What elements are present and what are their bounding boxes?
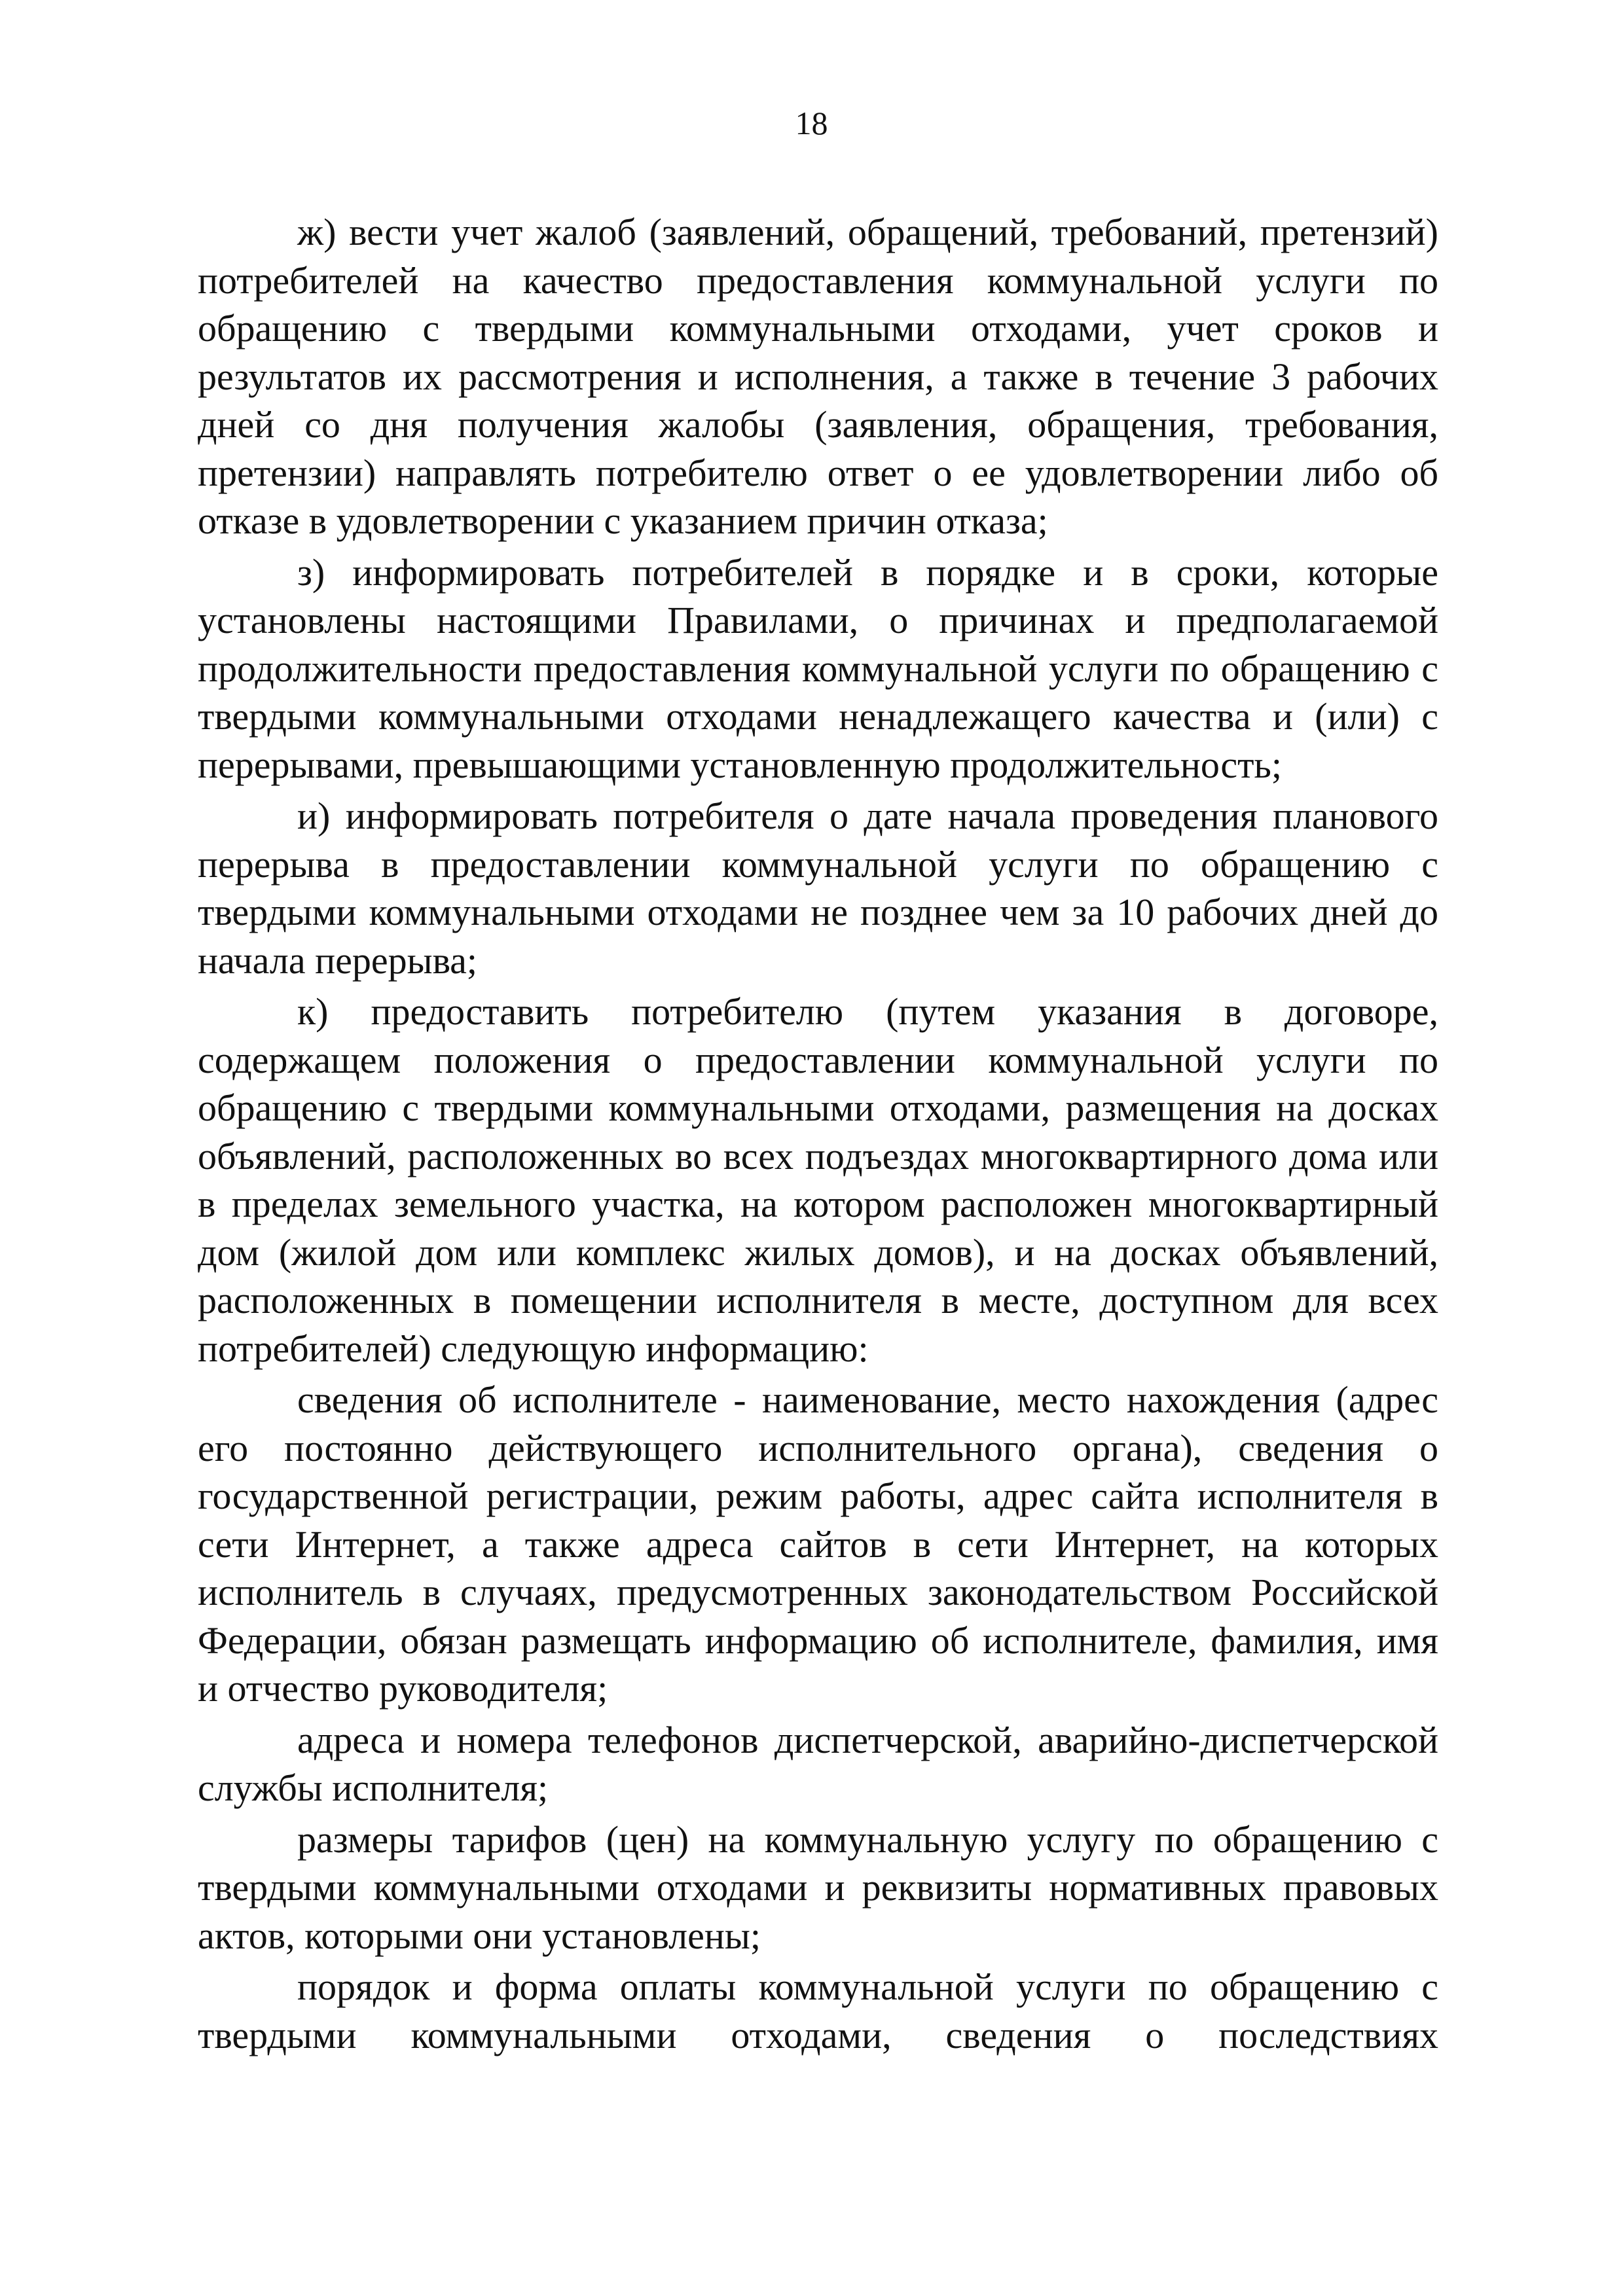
paragraph-z: з) информировать потребителей в порядке и в сроки, которые установлены настоящими Правилами, о причинах и предполагаемой продолжительности предоставления коммунальной услуги по обращению с твердыми коммунальными отходами ненадлежащего качества и (или) с перерывами, превышающими установленную продолжительность; [198,550,1438,786]
paragraph-tariffs: размеры тарифов (цен) на коммунальную услугу по обращению с твердыми коммунальными отходами и реквизиты нормативных правовых актов, которыми они установлены; [198,1818,1438,1957]
page-number: 18 [795,105,828,141]
paragraph-zh: ж) вести учет жалоб (заявлений, обращений, требований, претензий) потребителей на качество предоставления коммунальной услуги по обращению с твердыми коммунальными отходами, учет сроков и результатов их рассмотрения и исполнения, а также в течение 3 рабочих дней со дня получения жалобы (заявления, обращения, требования, претензии) направлять потребителю ответ о ее удовлетворении либо об отказе в удовлетворении с указанием причин отказа; [198,211,1438,542]
paragraph-dispatch-phones: адреса и номера телефонов диспетчерской, аварийно-диспетчерской службы исполнителя; [198,1718,1438,1809]
document-body [198,208,1438,2062]
paragraph-executor-info: сведения об исполнителе - наименование, место нахождения (адрес его постоянно действующего исполнительного органа), сведения о государственной регистрации, режим работы, адрес сайта исполнителя в сети Интернет, а также адреса сайтов в сети Интернет, на которых исполнитель в случаях, предусмотренных законодательством Российской Федерации, обязан размещать информацию об исполнителе, фамилия, имя и отчество руководителя; [198,1378,1438,1710]
paragraph-payment-order: порядок и форма оплаты коммунальной услуги по обращению с твердыми коммунальными отходами, сведения о последствиях [198,1965,1438,2056]
paragraph-k: к) предоставить потребителю (путем указания в договоре, содержащем положения о предоставлении коммунальной услуги по обращению с твердыми коммунальными отходами, размещения на досках объявлений, расположенных во всех подъездах многоквартирного дома или в пределах земельного участка, на котором расположен многоквартирный дом (жилой дом или комплекс жилых домов), и на досках объявлений, расположенных в помещении исполнителя в месте, доступном для всех потребителей) следующую информацию: [198,990,1438,1370]
paragraph-i: и) информировать потребителя о дате начала проведения планового перерыва в предоставлении коммунальной услуги по обращению с твердыми коммунальными отходами не позднее чем за 10 рабочих дней до начала перерыва; [198,795,1438,982]
